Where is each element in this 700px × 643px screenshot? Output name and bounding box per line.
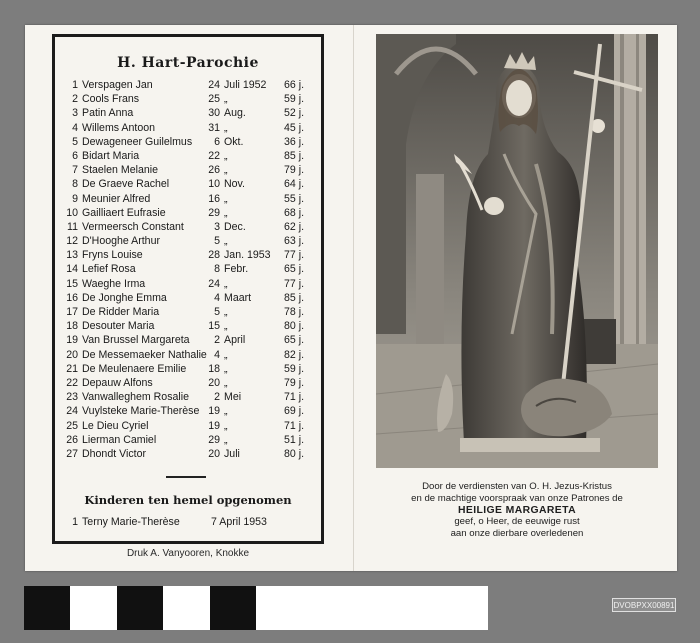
entry-number: 23 [66,391,78,404]
deceased-list [64,78,318,461]
entry-day: 19 [208,405,220,418]
entry-age: 79 j. [284,376,305,389]
list-item [64,277,318,291]
entry-age: 85 j. [284,149,305,162]
entry-day: 5 [214,235,220,248]
entry-day: 19 [208,419,220,432]
entry-name: Desouter Maria [82,320,155,333]
statue-illustration [376,34,658,468]
list-item [64,447,318,461]
entry-number: 22 [66,376,78,389]
entry-day: 22 [208,149,220,162]
child-name: Terny Marie-Therèse [82,516,180,528]
entry-age: 66 j. [284,79,305,91]
entry-month: „ [224,277,228,290]
entry-name: De Messemaeker Nathalie [82,348,207,361]
entry-name: Le Dieu Cyriel [82,419,149,432]
entry-number: 6 [72,149,78,162]
entry-month: Nov. [224,178,245,191]
entry-month: Aug. [224,107,246,120]
entry-month: Okt. [224,135,244,148]
caption-line-1: Door de verdiensten van O. H. Jezus-Kristus [422,481,612,492]
entry-number: 4 [72,121,78,134]
entry-name: Verspagen Jan [82,79,153,91]
entry-day: 26 [208,164,220,177]
entry-age: 55 j. [284,192,305,205]
entry-month: „ [224,121,228,134]
entry-day: 31 [208,121,220,134]
entry-day: 2 [214,391,220,404]
entry-number: 5 [72,135,78,148]
entry-month: Juli [224,447,240,460]
entry-age: 59 j. [284,362,305,375]
entry-age: 82 j. [284,348,305,361]
entry-age: 69 j. [284,405,305,418]
entry-day: 2 [214,334,220,347]
entry-age: 77 j. [284,249,305,262]
entry-name: De Jonghe Emma [82,291,167,304]
prayer-caption [368,481,666,540]
entry-age: 71 j. [284,419,305,432]
entry-name: Meunier Alfred [82,192,151,205]
calibration-block [70,586,116,630]
entry-month: Juli 1952 [224,79,267,91]
entry-number: 2 [72,93,78,106]
entry-month: „ [224,419,228,432]
entry-number: 9 [72,192,78,205]
list-item [64,319,318,333]
entry-day: 20 [208,447,220,460]
entry-name: D'Hooghe Arthur [82,235,160,248]
entry-number: 15 [66,277,78,290]
printer-credit: Druk A. Vanyooren, Knokke [126,548,250,559]
card-fold [353,25,354,571]
entry-month: „ [224,320,228,333]
entry-name: Cools Frans [82,93,140,106]
entry-month: Jan. 1953 [224,249,271,262]
entry-month: Maart [224,291,252,304]
entry-name: Waeghe Irma [82,277,146,290]
calibration-block [117,586,163,630]
list-item [64,206,318,220]
entry-month: Febr. [224,263,249,276]
entry-name: Vermeersch Constant [82,220,184,233]
list-item [64,362,318,376]
entry-day: 5 [214,306,220,318]
entry-number: 7 [72,164,78,177]
entry-number: 25 [66,419,78,432]
caption-line-4: aan onze dierbare overledenen [450,528,584,540]
entry-name: De Graeve Rachel [82,178,170,191]
list-item [64,78,318,92]
entry-age: 45 j. [284,121,305,134]
entry-day: 29 [208,206,220,219]
entry-month: „ [224,206,228,219]
entry-month: „ [224,362,228,375]
list-item [64,333,318,347]
calibration-block [256,586,302,630]
calibration-block [163,586,209,630]
entry-number: 18 [66,320,78,333]
entry-number: 20 [66,348,78,361]
entry-name: Lefief Rosa [82,263,136,276]
entry-month: „ [224,149,228,162]
entry-name: Vanwalleghem Rosalie [82,391,189,404]
list-item [64,149,318,163]
child-number: 1 [72,516,78,528]
list-item [64,433,318,447]
entry-name: Willems Antoon [82,121,156,134]
list-item [64,177,318,191]
entry-month: Mei [224,391,242,404]
child-entry [64,516,318,530]
entry-age: 63 j. [284,235,305,248]
list-item [64,419,318,433]
entry-day: 6 [214,135,220,148]
entry-number: 19 [66,334,78,347]
entry-day: 8 [214,263,220,276]
calibration-block [210,586,256,630]
entry-number: 11 [67,220,78,233]
entry-name: De Meulenaere Emilie [82,362,187,375]
entry-month: „ [224,405,228,418]
entry-age: 79 j. [284,164,305,177]
list-item [64,305,318,319]
caption-line-3: geef, o Heer, de eeuwige rust [454,516,580,528]
saint-margaret-photo [376,34,658,468]
entry-day: 24 [208,277,220,290]
entry-name: De Ridder Maria [82,306,160,318]
entry-name: Lierman Camiel [82,433,157,446]
entry-number: 14 [66,263,78,276]
list-item [64,192,318,206]
entry-month: April [224,334,246,347]
entry-number: 3 [72,107,78,120]
entry-age: 51 j. [284,433,305,446]
entry-number: 27 [66,447,78,460]
entry-day: 20 [208,376,220,389]
entry-number: 8 [72,178,78,191]
entry-day: 24 [208,79,220,91]
list-item [64,376,318,390]
entry-name: Staelen Melanie [82,164,158,177]
entry-month: „ [224,235,228,248]
list-item [64,348,318,362]
entry-day: 3 [214,220,220,233]
entry-age: 85 j. [284,291,305,304]
list-item [64,291,318,305]
entry-age: 59 j. [284,93,305,106]
entry-name: Vuylsteke Marie-Therèse [82,405,200,418]
entry-name: Dhondt Victor [82,447,146,460]
entry-day: 29 [208,433,220,446]
list-item [64,234,318,248]
entry-name: Bidart Maria [82,149,140,162]
entry-day: 10 [208,178,220,191]
entry-age: 52 j. [284,107,305,120]
entry-number: 24 [66,405,78,418]
entry-age: 62 j. [284,220,305,233]
entry-number: 16 [66,291,78,304]
entry-month: „ [224,348,228,361]
entry-month: Dec. [224,220,246,233]
entry-day: 18 [208,362,220,375]
child-date: 7 April 1953 [211,516,267,528]
entry-age: 65 j. [284,334,305,347]
entry-day: 4 [214,291,220,304]
entry-day: 30 [208,107,220,120]
archive-tag: DVOBPXX00891 [612,598,676,612]
list-item [64,262,318,276]
entry-day: 28 [208,249,220,262]
entry-day: 25 [208,93,220,106]
parish-title: H. Hart-Parochie [117,55,259,71]
entry-name: Gailliaert Eufrasie [82,206,166,219]
entry-day: 15 [208,320,220,333]
entry-month: „ [224,433,228,446]
saint-name: HEILIGE MARGARETA [457,504,577,516]
list-item [64,106,318,120]
entry-day: 4 [214,348,220,361]
entry-name: Dewageneer Guilelmus [82,135,193,148]
entry-age: 65 j. [284,263,305,276]
calibration-block [24,586,70,630]
entry-age: 80 j. [284,447,305,460]
list-item [64,92,318,106]
entry-number: 17 [66,306,78,318]
entry-age: 64 j. [284,178,305,191]
list-item [64,220,318,234]
entry-age: 78 j. [284,306,305,318]
calibration-block [349,586,395,630]
entry-month: „ [224,376,228,389]
list-item [64,248,318,262]
entry-number: 1 [72,79,78,91]
entry-name: Van Brussel Margareta [82,334,190,347]
entry-month: „ [224,192,228,205]
entry-month: „ [224,164,228,177]
list-item [64,390,318,404]
calibration-block [442,586,488,630]
entry-number: 12 [66,235,78,248]
calibration-block [302,586,348,630]
entry-number: 10 [66,206,78,219]
list-item [64,404,318,418]
entry-age: 71 j. [284,391,305,404]
entry-name: Depauw Alfons [82,376,153,389]
entry-month: „ [224,306,228,318]
entry-age: 36 j. [284,135,305,148]
entry-name: Patin Anna [82,107,134,120]
entry-day: 16 [208,192,220,205]
list-item [64,121,318,135]
divider-rule [166,476,206,478]
entry-age: 77 j. [284,277,305,290]
entry-age: 68 j. [284,206,305,219]
entry-age: 80 j. [284,320,305,333]
entry-month: „ [224,93,228,106]
list-item [64,135,318,149]
entry-number: 26 [66,433,78,446]
children-heading: Kinderen ten hemel opgenomen [84,493,292,507]
calibration-block [395,586,441,630]
caption-line-2: en de machtige voorspraak van onze Patrones de [411,492,623,504]
calibration-strip [24,586,488,630]
list-item [64,163,318,177]
entry-name: Fryns Louise [82,249,143,262]
entry-number: 13 [66,249,78,262]
entry-number: 21 [66,362,78,375]
